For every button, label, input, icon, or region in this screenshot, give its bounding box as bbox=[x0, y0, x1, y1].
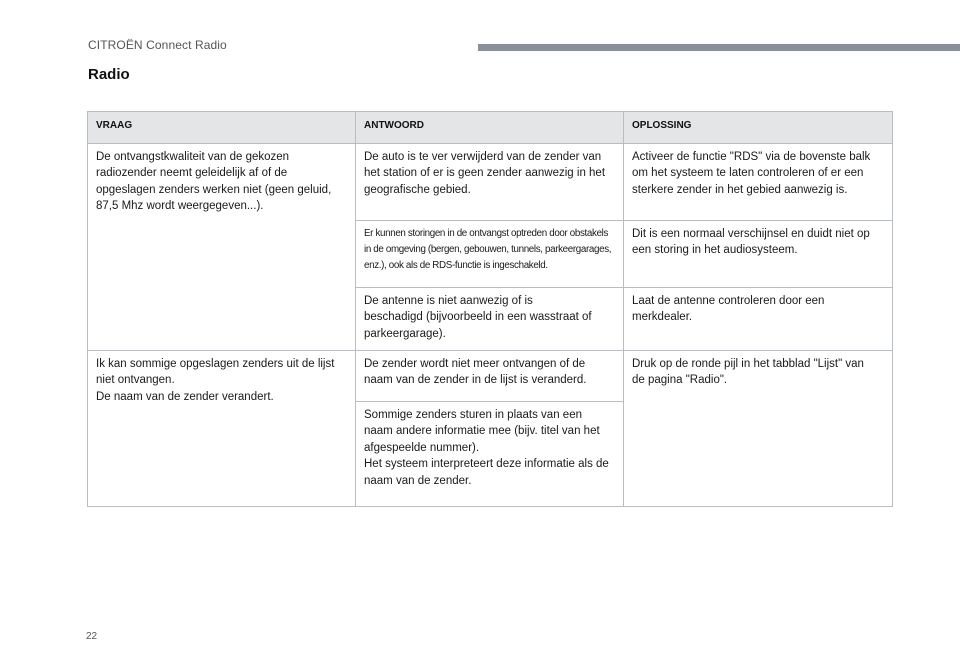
question-cell: Ik kan sommige opgeslagen zenders uit de lijst niet ontvangen. De naam van de zender verandert. bbox=[88, 350, 356, 506]
troubleshooting-table bbox=[87, 111, 893, 507]
column-header-solution: OPLOSSING bbox=[624, 112, 893, 144]
column-header-answer: ANTWOORD bbox=[356, 112, 624, 144]
running-header: CITROËN Connect Radio bbox=[88, 38, 227, 52]
section-title: Radio bbox=[88, 66, 130, 83]
answer-cell: Sommige zenders sturen in plaats van een naam andere informatie mee (bijv. titel van het afgespeelde nummer). Het systeem interpreteert deze informatie als de naam van de zender. bbox=[356, 401, 624, 506]
solution-cell: Dit is een normaal verschijnsel en duidt niet op een storing in het audiosysteem. bbox=[624, 220, 893, 287]
header-bar bbox=[478, 44, 960, 51]
solution-cell: Druk op de ronde pijl in het tabblad "Lijst" van de pagina "Radio". bbox=[624, 350, 893, 506]
answer-cell: De auto is te ver verwijderd van de zender van het station of er is geen zender aanwezig in het geografische gebied. bbox=[356, 143, 624, 220]
answer-cell: De zender wordt niet meer ontvangen of de naam van de zender in de lijst is veranderd. bbox=[356, 350, 624, 401]
answer-cell: Er kunnen storingen in de ontvangst optreden door obstakels in de omgeving (bergen, gebouwen, tunnels, parkeergarages, enz.), ook als de RDS-functie is ingeschakeld. bbox=[356, 220, 624, 287]
table-row bbox=[88, 143, 893, 220]
table-header-row bbox=[88, 112, 893, 144]
question-cell: De ontvangstkwaliteit van de gekozen radiozender neemt geleidelijk af of de opgeslagen zenders werken niet (geen geluid, 87,5 Mhz wordt weergegeven...). bbox=[88, 143, 356, 350]
solution-cell: Activeer de functie "RDS" via de bovenste balk om het systeem te laten controleren of er een sterkere zender in het gebied aanwezig is. bbox=[624, 143, 893, 220]
column-header-question: VRAAG bbox=[88, 112, 356, 144]
table-row bbox=[88, 350, 893, 401]
solution-cell: Laat de antenne controleren door een merkdealer. bbox=[624, 287, 893, 350]
answer-cell: De antenne is niet aanwezig of is beschadigd (bijvoorbeeld in een wasstraat of parkeergarage). bbox=[356, 287, 624, 350]
page-number: 22 bbox=[86, 631, 98, 642]
